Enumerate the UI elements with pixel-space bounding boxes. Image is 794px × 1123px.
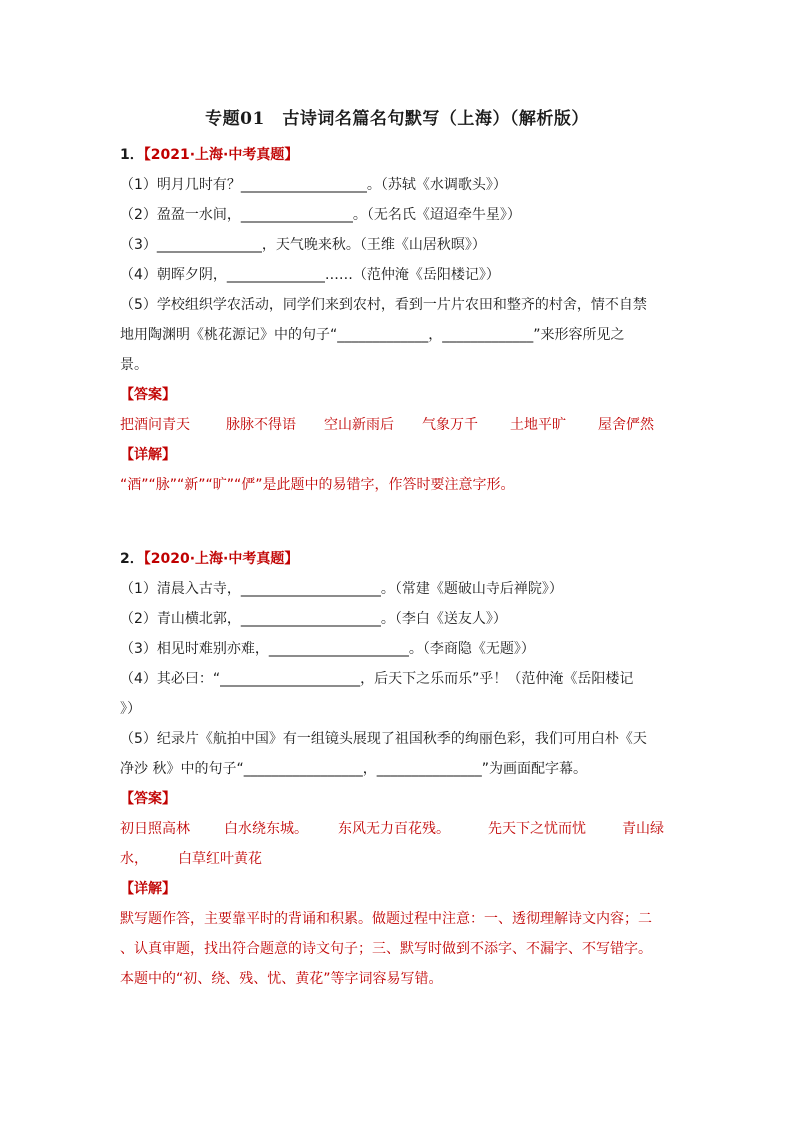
answer-item: 东风无力百花残。 (338, 821, 450, 837)
detail-text: “酒”“脉”“新”“旷”“俨”是此题中的易错字，作答时要注意字形。 (120, 477, 515, 493)
question-line: （2）盈盈一水间，________________。（无名氏《迢迢牵牛星》） (120, 207, 521, 223)
answer-item: 白水绕东城。 (224, 821, 308, 837)
answer-item: 白草红叶黄花 (178, 851, 262, 867)
question-2 (120, 548, 680, 994)
question-line: （3）相见时难别亦难，____________________。（李商隐《无题》） (120, 641, 535, 657)
answer-item: 脉脉不得语 (226, 417, 296, 433)
question-line: （1）明月几时有？__________________。（苏轼《水调歌头》） (120, 177, 507, 193)
question-line: 景。 (120, 357, 148, 373)
answer-label: 【答案】 (120, 387, 176, 403)
answer-item: 青山绿 (622, 821, 664, 837)
question-2-header (120, 548, 680, 570)
question-line: （2）青山横北郭，____________________。（李白《送友人》） (120, 611, 507, 627)
detail-text: 、认真审题，找出符合题意的诗文句子；三、默写时做到不添字、不漏字、不写错字。 (120, 941, 652, 957)
detail-text: 默写题作答，主要靠平时的背诵和积累。做题过程中注意：一、透彻理解诗文内容；二 (120, 911, 652, 927)
answer-label: 【答案】 (120, 791, 176, 807)
question-line: （4）其必曰：“____________________，后天下之乐而乐”乎！（范仲淹《岳阳楼记 (120, 671, 634, 687)
question-line: （4）朝晖夕阴，______________……（范仲淹《岳阳楼记》） (120, 267, 500, 283)
question-line: （1）清晨入古寺，____________________。（常建《题破山寺后禅院》） (120, 581, 563, 597)
question-line: （5）纪录片《航拍中国》有一组镜头展现了祖国秋季的绚丽色彩，我们可用白朴《天 (120, 731, 647, 747)
answer-item: 屋舍俨然 (598, 417, 654, 433)
question-number: 1． (120, 147, 144, 163)
answer-item: 空山新雨后 (324, 417, 394, 433)
page-title: 专题01 古诗词名篇名句默写（上海）（解析版） (205, 109, 589, 129)
detail-text: 本题中的“初、绕、残、忧、黄花”等字词容易写错。 (120, 971, 443, 987)
question-1 (120, 144, 680, 500)
answer-item: 土地平旷 (510, 417, 566, 433)
question-line: （5）学校组织学农活动，同学们来到农村，看到一片片农田和整齐的村舍，情不自禁 (120, 297, 647, 313)
answer-item: 水， (120, 851, 148, 867)
question-source-tag: 【2021·上海·中考真题】 (143, 147, 299, 163)
detail-label: 【详解】 (120, 881, 176, 897)
question-source-tag: 【2020·上海·中考真题】 (143, 551, 299, 567)
answer-item: 先天下之忧而忧 (488, 821, 586, 837)
question-1-header (120, 144, 680, 166)
question-line: 》） (120, 701, 141, 717)
detail-label: 【详解】 (120, 447, 176, 463)
answer-list-continued (120, 844, 680, 874)
question-line: 地用陶渊明《桃花源记》中的句子“_____________，_____________”来形容所见之 (120, 327, 625, 343)
answer-item: 把酒问青天 (120, 417, 190, 433)
question-line: （3）_______________，天气晚来秋。（王维《山居秋暝》） (120, 237, 486, 253)
question-line: 净沙 秋》中的句子“_________________，_______________”为画面配字幕。 (120, 761, 587, 777)
question-number: 2． (120, 551, 144, 567)
answer-list (120, 814, 680, 844)
answer-list (120, 410, 680, 440)
answer-item: 气象万千 (422, 417, 478, 433)
answer-item: 初日照高林 (120, 821, 190, 837)
